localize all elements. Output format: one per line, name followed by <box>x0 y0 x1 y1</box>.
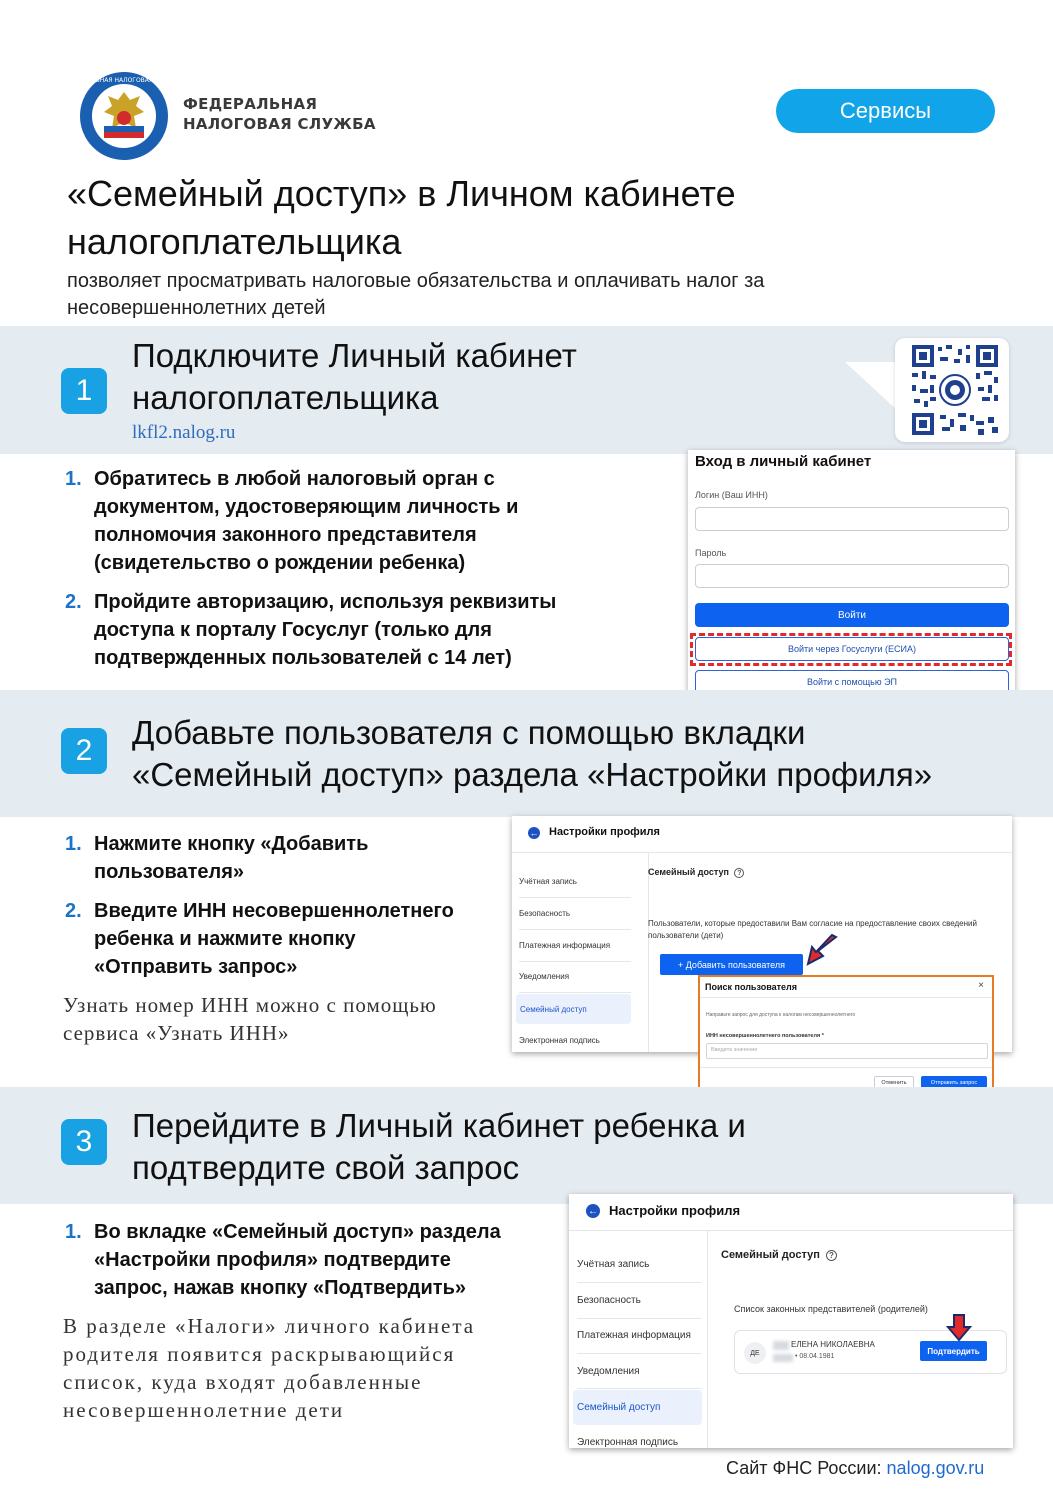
ep-login-button[interactable]: Войти с помощью ЭП <box>695 670 1009 694</box>
lk-link[interactable]: lkfl2.nalog.ru <box>132 422 236 443</box>
list-item-line: Обратитесь в любой налоговый орган с <box>94 468 495 490</box>
taxes-note-line: В разделе «Налоги» личного кабинета <box>63 1314 476 1338</box>
org-name-line2: НАЛОГОВАЯ СЛУЖБА <box>183 115 376 133</box>
profile-header: Настройки профиля <box>609 1203 741 1218</box>
parent-name: ЕЛЕНА НИКОЛАЕВНА <box>791 1340 875 1349</box>
highlight-frame <box>690 633 1012 666</box>
step3-badge: 3 <box>61 1119 107 1165</box>
page-title <box>67 170 967 266</box>
emblem-ring-text: ФЕДЕРАЛЬНАЯ НАЛОГОВАЯ СЛУЖБА <box>65 77 183 84</box>
step3-title <box>132 1105 746 1189</box>
step1-title-line2: налогоплательщика <box>132 379 439 416</box>
list-item <box>65 897 505 981</box>
step1-list <box>65 465 585 672</box>
list-item-line: Введите ИНН несовершеннолетнего <box>94 900 454 922</box>
arrow-icon <box>804 935 840 967</box>
inn-field-label: ИНН несовершеннолетнего пользователя * <box>706 1033 824 1039</box>
modal-title: Поиск пользователя <box>705 982 798 992</box>
divider <box>519 961 631 962</box>
services-button[interactable]: Сервисы <box>776 89 995 133</box>
divider <box>700 1067 992 1068</box>
step2-badge: 2 <box>61 728 107 774</box>
step1-title-line1: Подключите Личный кабинет <box>132 337 577 374</box>
divider <box>707 1230 708 1448</box>
divider <box>700 997 992 998</box>
list-item-line: «Настройки профиля» подтвердите <box>94 1249 451 1271</box>
parents-list-title: Список законных представителей (родителей) <box>734 1304 928 1314</box>
list-item-line: (свидетельство о рождении ребенка) <box>94 552 466 574</box>
divider <box>577 1388 701 1389</box>
list-item-line: «Отправить запрос» <box>94 956 298 978</box>
list-item <box>65 1218 565 1302</box>
list-item-number: 2. <box>65 900 82 922</box>
step1-title <box>132 335 577 419</box>
back-icon[interactable]: ← <box>529 828 539 838</box>
login-label: Логин (Ваш ИНН) <box>695 490 768 500</box>
list-item-line: Во вкладке «Семейный доступ» раздела <box>94 1221 501 1243</box>
org-name <box>183 94 376 134</box>
footer-site-link[interactable]: nalog.gov.ru <box>886 1458 985 1478</box>
divider <box>519 992 631 993</box>
list-item-line: документом, удостоверяющим личность и <box>94 496 519 518</box>
step1-badge: 1 <box>61 368 107 414</box>
menu-e-signature[interactable]: Электронная подпись <box>519 1036 600 1045</box>
menu-family-access[interactable]: Семейный доступ <box>573 1390 702 1425</box>
inn-note-line2: сервиса «Узнать ИНН» <box>63 1021 290 1045</box>
step3-title-line1: Перейдите в Личный кабинет ребенка и <box>132 1107 746 1144</box>
login-screenshot <box>688 450 1015 698</box>
step2-list <box>65 830 505 981</box>
page-title-line1: «Семейный доступ» в Личном кабинете <box>67 173 736 214</box>
list-item-line: полномочия законного представителя <box>94 524 477 546</box>
footer <box>726 1458 984 1479</box>
org-name-line1: ФЕДЕРАЛЬНАЯ <box>183 95 318 113</box>
family-access-title: Семейный доступ <box>648 867 729 877</box>
menu-family-access[interactable]: Семейный доступ <box>516 994 631 1024</box>
login-input[interactable] <box>695 507 1009 531</box>
blurred-surname <box>773 1341 789 1350</box>
cancel-button[interactable]: Отменить <box>874 1076 914 1090</box>
subtitle-line1: позволяет просматривать налоговые обязательства и оплачивать налог за <box>67 270 765 292</box>
step2-title-line2: «Семейный доступ» раздела «Настройки профиля» <box>132 756 933 793</box>
confirm-button[interactable]: Подтвердить <box>920 1341 987 1361</box>
footer-label: Сайт ФНС России: <box>726 1458 882 1478</box>
avatar: ДЕ <box>744 1342 766 1364</box>
desc-line: Пользователи, которые предоставили Вам согласие на предоставление своих сведений <box>648 919 977 928</box>
list-item-number: 1. <box>65 833 82 855</box>
login-title: Вход в личный кабинет <box>695 453 872 470</box>
inn-input[interactable] <box>706 1043 988 1059</box>
step3-title-line2: подтвердите свой запрос <box>132 1149 520 1186</box>
step2-title-line1: Добавьте пользователя с помощью вкладки <box>132 714 806 751</box>
step3-list <box>65 1218 565 1302</box>
add-user-button[interactable]: + Добавить пользователя <box>660 954 803 975</box>
menu-payment[interactable]: Платежная информация <box>519 941 611 950</box>
family-access-title: Семейный доступ <box>721 1249 820 1261</box>
enter-button[interactable]: Войти <box>695 603 1009 627</box>
send-request-button[interactable]: Отправить запрос <box>921 1076 987 1090</box>
arrow-down-icon <box>946 1314 972 1342</box>
menu-notifications[interactable]: Уведомления <box>577 1366 640 1377</box>
gosuslugi-login-button[interactable]: Войти через Госуслуги (ЕСИА) <box>695 637 1009 661</box>
menu-account[interactable]: Учётная запись <box>577 1259 650 1270</box>
taxes-note <box>63 1312 475 1424</box>
family-access-heading <box>648 867 744 878</box>
parent-birthdate: • 08.04.1981 <box>795 1353 835 1360</box>
list-item-line: ребенка и нажмите кнопку <box>94 928 356 950</box>
page-subtitle <box>67 268 947 322</box>
list-item <box>65 830 505 886</box>
taxes-note-line: родителя появится раскрывающийся <box>63 1342 456 1366</box>
close-icon[interactable]: × <box>978 980 984 991</box>
divider <box>519 897 631 898</box>
step2-title <box>132 712 932 796</box>
password-label: Пароль <box>695 548 727 558</box>
modal-hint: Направьте запрос для доступа к налогам несовершеннолетнего <box>706 1012 856 1018</box>
menu-account[interactable]: Учётная запись <box>519 877 577 886</box>
taxes-note-line: список, куда входят добавленные <box>63 1370 423 1394</box>
divider <box>569 1230 1013 1231</box>
divider <box>577 1353 701 1354</box>
fns-emblem-icon <box>65 70 183 162</box>
divider <box>577 1282 701 1283</box>
list-item-line: Пройдите авторизацию, используя реквизиты <box>94 591 557 613</box>
family-access-heading <box>721 1249 837 1261</box>
list-item-line: запрос, нажав кнопку «Подтвердить» <box>94 1277 466 1299</box>
page-title-line2: налогоплательщика <box>67 221 402 262</box>
help-icon[interactable]: ? <box>826 1250 837 1261</box>
password-input[interactable] <box>695 564 1009 588</box>
help-icon[interactable]: ? <box>734 868 744 878</box>
subtitle-line2: несовершеннолетних детей <box>67 297 326 319</box>
menu-security[interactable]: Безопасность <box>519 909 571 918</box>
inn-note-line1: Узнать номер ИНН можно с помощью <box>63 993 437 1017</box>
list-item-number: 1. <box>65 468 82 490</box>
list-item-line: Нажмите кнопку «Добавить <box>94 833 369 855</box>
divider <box>577 1318 701 1319</box>
taxes-note-line: несовершеннолетние дети <box>63 1398 345 1422</box>
desc-line: пользователи (дети) <box>648 931 724 940</box>
inn-input-placeholder: Введите значение <box>711 1047 758 1053</box>
list-item <box>65 588 585 672</box>
back-icon[interactable]: ← <box>588 1205 598 1217</box>
list-item-number: 2. <box>65 591 82 613</box>
divider <box>648 852 649 1052</box>
menu-payment[interactable]: Платежная информация <box>577 1330 691 1341</box>
divider <box>512 852 1012 853</box>
blurred-inn <box>773 1354 793 1362</box>
divider <box>519 929 631 930</box>
list-item-number: 1. <box>65 1221 82 1243</box>
profile-header: Настройки профиля <box>549 826 660 838</box>
list-item-line: пользователя» <box>94 861 245 883</box>
list-item-line: доступа к порталу Госуслуг (только для <box>94 619 492 641</box>
list-item-line: подтвержденных пользователей с 14 лет) <box>94 647 512 669</box>
menu-notifications[interactable]: Уведомления <box>519 972 570 981</box>
list-item <box>65 465 585 577</box>
menu-e-signature[interactable]: Электронная подпись <box>577 1437 679 1448</box>
qr-code-icon[interactable] <box>912 345 998 435</box>
menu-security[interactable]: Безопасность <box>577 1295 641 1306</box>
inn-note <box>63 991 437 1047</box>
search-user-modal <box>698 975 994 1098</box>
